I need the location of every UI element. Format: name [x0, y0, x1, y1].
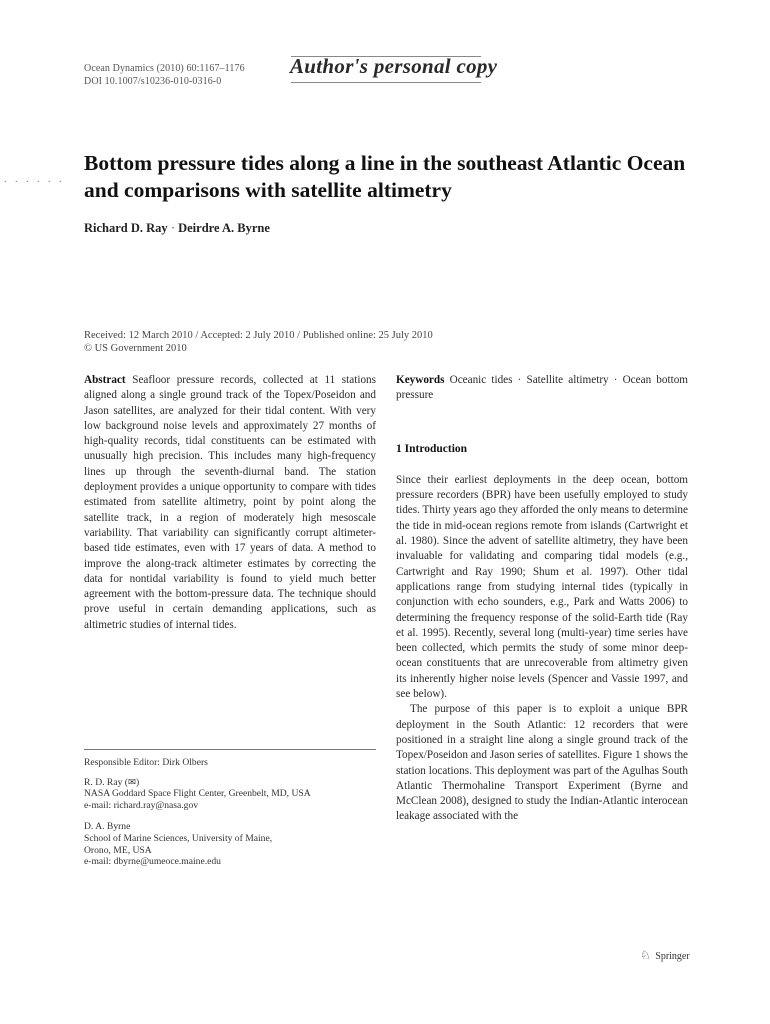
springer-horse-icon: ♘	[640, 948, 651, 962]
keywords-paragraph	[396, 373, 688, 404]
author-separator: ·	[170, 221, 175, 235]
stamp-bottom-line	[291, 82, 481, 83]
footnotes	[84, 757, 376, 868]
intro-paragraph-2: The purpose of this paper is to exploit a unique BPR deployment in the South Atlantic: 12 recorders that were positioned in a straight line along a single ground track of the Topex/Poseidon and Jason series of satellites. Figure 1 shows the station locations. This deployment was part of the Agulhas South Atlantic Thermohaline Transport Experiment (Byrne and McClean 2008), designed to study the Indian-Atlantic interocean leakage associated with the	[396, 703, 688, 823]
author2-affiliation-1: School of Marine Sciences, University of Maine,	[84, 832, 273, 844]
publisher-name: Springer	[655, 951, 690, 962]
author1-email: e-mail: richard.ray@nasa.gov	[84, 799, 199, 811]
abstract-paragraph	[84, 373, 376, 633]
author-ray: Richard D. Ray	[84, 221, 168, 235]
author2-name: D. A. Byrne	[84, 821, 131, 833]
abstract-label: Abstract	[84, 374, 126, 386]
author-list	[84, 221, 270, 236]
keywords-text: Oceanic tides · Satellite altimetry · Ocean bottom pressure	[396, 374, 688, 402]
keywords-label: Keywords	[396, 374, 445, 386]
abstract-text: Seafloor pressure records, collected at 11 stations aligned along a single ground track of the Topex/Poseidon and Jason satellites, are analyzed for their tidal content. With very low background noise levels and approximately 27 months of high-quality records, tidal constituents can be estimated with unusually high precision. This includes many high-frequency lines up through the seventh-diurnal band. The station deployment provides a unique opportunity to compare with tides estimated from satellite altimetry, point by point along the satellite track, in a region of moderately high mesoscale variability. That variability can significantly corrupt altimeter-based tide estimates, even with 17 years of data. A method to improve the along-track altimeter estimates by correcting the data for nontidal variability is found to yield much better agreement with the bottom-pressure data. The technique should prove useful in certain demanding applications, such as altimetric studies of internal tides.	[84, 374, 376, 631]
author2-email: e-mail: dbyrne@umeoce.maine.edu	[84, 856, 221, 868]
publisher-logo	[640, 948, 690, 963]
margin-mark: . . . . . .	[4, 174, 65, 185]
right-column	[396, 373, 688, 825]
journal-citation: Ocean Dynamics (2010) 60:1167–1176	[84, 63, 245, 74]
author2-affiliation-2: Orono, ME, USA	[84, 844, 152, 856]
intro-paragraph-1: Since their earliest deployments in the deep ocean, bottom pressure recorders (BPR) have been usefully employed to study tides. Thirty years ago they afforded the only means to determine the tide in mid-ocean regions remote from islands (Cartwright et al. 1980). Since the advent of satellite altimetry, they have been invaluable for validating and comparing tidal models (e.g., Cartwright and Ray 1990; Shum et al. 1997). Other tidal applications range from studying internal tides (typically in conjunction with echo sounders, e.g., Park and Watts 2006) to determining the frequency response of the solid-Earth tide (Ray et al. 1995). Recently, several long (multi-year) time series have been collected, which permits the study of some minor deep-ocean constituents that are unrecoverable from altimetry given its inherently higher noise levels (Spencer and Vassie 1997, and see below).	[396, 473, 688, 701]
abstract-section	[84, 373, 376, 633]
author1-affiliation: NASA Goddard Space Flight Center, Greenbelt, MD, USA	[84, 788, 311, 800]
publication-dates	[84, 329, 433, 355]
responsible-editor: Responsible Editor: Dirk Olbers	[84, 757, 208, 768]
received-accepted-published: Received: 12 March 2010 / Accepted: 2 July 2010 / Published online: 25 July 2010	[84, 330, 433, 341]
copyright: © US Government 2010	[84, 343, 187, 354]
doi: DOI 10.1007/s10236-010-0316-0	[84, 76, 222, 87]
author1-name: R. D. Ray (✉)	[84, 776, 140, 788]
footnote-rule	[84, 749, 376, 750]
intro-heading: 1 Introduction	[396, 442, 468, 455]
article-title: Bottom pressure tides along a line in the southeast Atlantic Ocean and comparisons with satellite altimetry	[84, 151, 686, 202]
author-byrne: Deirdre A. Byrne	[178, 221, 270, 235]
author-copy-stamp: Author's personal copy	[290, 54, 498, 78]
